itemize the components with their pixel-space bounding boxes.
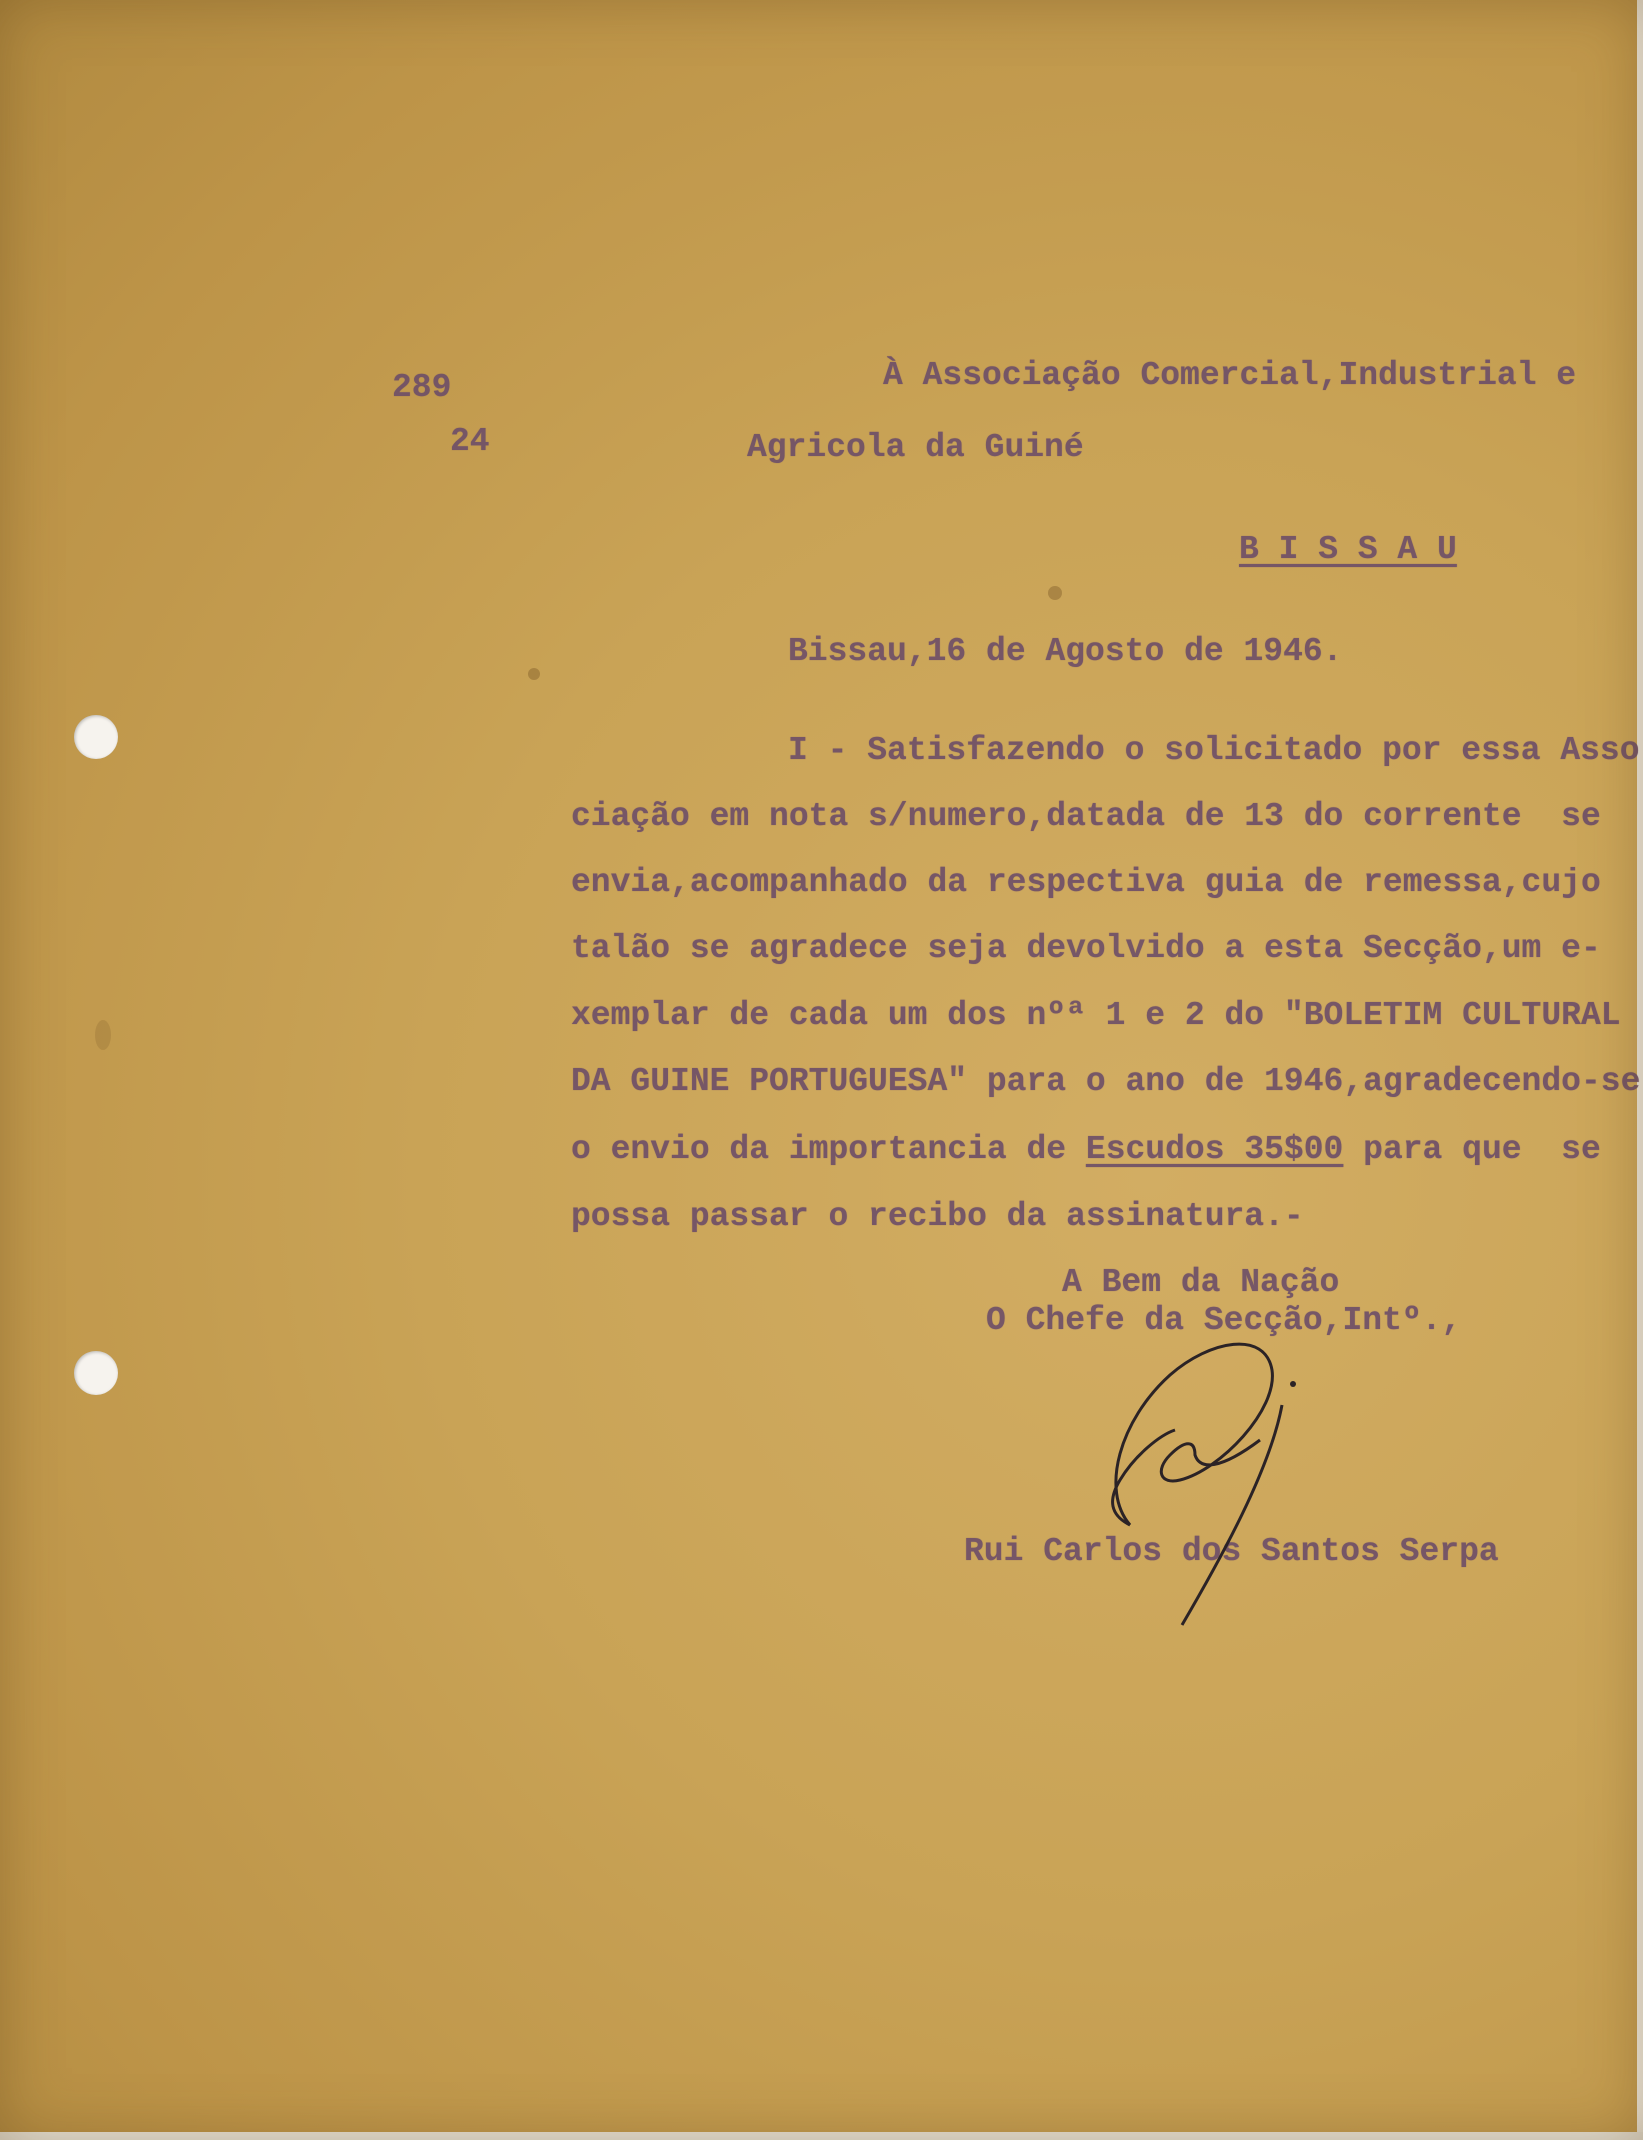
- signatory-name: Rui Carlos dos Santos Serpa: [964, 1533, 1499, 1570]
- scan-edge: [0, 2132, 1643, 2140]
- closing-title: O Chefe da Secção,Intº.,: [986, 1302, 1462, 1339]
- body-line: possa passar o recibo da assinatura.-: [571, 1198, 1304, 1235]
- reference-number: 289: [392, 369, 452, 406]
- body-line: envia,acompanhado da respectiva guia de remessa,cujo: [571, 864, 1601, 901]
- stain: [1048, 586, 1062, 600]
- amount-suffix: para que se: [1343, 1131, 1601, 1168]
- punch-hole: [74, 715, 118, 759]
- stain: [528, 668, 540, 680]
- date-line: Bissau,16 de Agosto de 1946.: [788, 633, 1343, 670]
- body-line: talão se agradece seja devolvido a esta Secção,um e-: [571, 930, 1601, 967]
- body-line-amount: [571, 1132, 1601, 1168]
- stain: [95, 1020, 111, 1050]
- punch-hole: [74, 1351, 118, 1395]
- addressee-line-1: À Associação Comercial,Industrial e: [883, 357, 1577, 394]
- body-line: ciação em nota s/numero,datada de 13 do corrente se: [571, 798, 1601, 835]
- amount: Escudos 35$00: [1085, 1131, 1344, 1168]
- body-line: DA GUINE PORTUGUESA" para o ano de 1946,agradecendo-se: [571, 1063, 1641, 1100]
- amount-prefix: o envio da importancia de: [571, 1131, 1086, 1168]
- closing-salutation: A Bem da Nação: [1062, 1264, 1340, 1301]
- addressee-line-2: Agricola da Guiné: [747, 429, 1084, 466]
- body-line: xemplar de cada um dos nºª 1 e 2 do "BOLETIM CULTURAL: [571, 997, 1621, 1034]
- reference-sub-number: 24: [450, 423, 490, 460]
- addressee-city: B I S S A U: [1239, 531, 1457, 568]
- handwritten-signature: [1060, 1330, 1320, 1640]
- body-line: I - Satisfazendo o solicitado por essa Asso: [788, 732, 1640, 769]
